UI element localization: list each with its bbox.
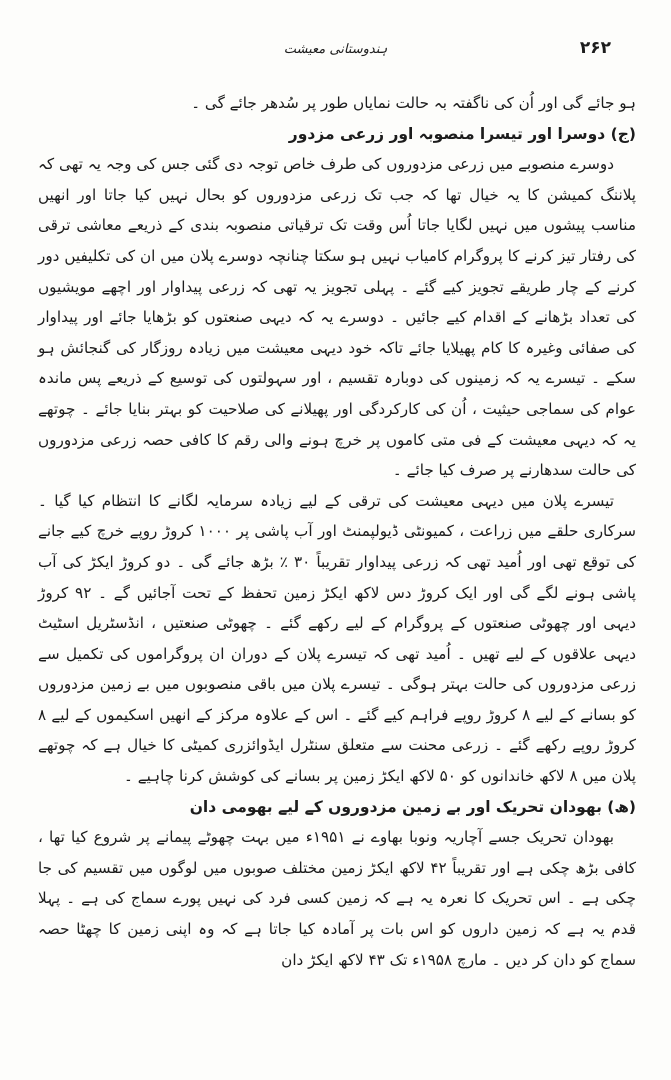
paragraph-second-plan: دوسرے منصوبے میں زرعی مزدوروں کی طرف خاص توجہ دی گئی جس کی وجہ یہ تھی کہ پلاننگ کمیشن کا یہ خیال تھا کہ جب تک زرعی مزدوروں کو بحال نہیں کیا جاتا اور انھیں مناسب پیشوں میں نہیں لگایا جاتا اُس وقت تک ترقیاتی منصوبہ بندی کے ذریعے معاشی ترقی کی رفتار تیز کرنے کا پروگرام کامیاب نہیں ہو سکتا چنانچہ دوسرے پلان میں ان کی تکلیفیں دور کرنے کے چار طریقے تجویز کیے گئے ۔ پہلی تجویز یہ تھی کہ زرعی پیداوار اور اچھے مویشیوں کی تعداد بڑھانے کے اقدام کیے جائیں ۔ دوسرے یہ کہ دیہی صنعتوں کو بڑھایا جائے اور پیداوار کی صفائی وغیرہ کا کام پھیلایا جائے تاکہ خود دیہی معیشت میں زیادہ روزگار کی گنجائش ہو سکے ۔ تیسرے یہ کہ زمینوں کی دوبارہ تقسیم ، اور سہولتوں کی توسیع کے ذریعے پس ماندہ عوام کی سماجی حیثیت ، اُن کی کارکردگی اور پھیلانے کی صلاحیت کو بہتر بنایا جائے ۔ چوتھے یہ کہ دیہی معیشت کے فی متی کاموں پر خرچ ہونے والی رقم کا کافی حصہ زرعی مزدوروں کی حالت سدھارنے پر صرف کیا جائے ۔ <box>38 155 636 480</box>
running-title: ہندوستانی معیشت <box>283 42 388 57</box>
paragraph-continuation: ہو جائے گی اور اُن کی ناگفتہ بہ حالت نمایاں طور پر سُدھر جائے گی ۔ <box>191 94 636 112</box>
page-number: ۲۶۲ <box>579 38 611 58</box>
page-header <box>0 38 671 68</box>
page-body <box>38 88 636 975</box>
section-heading-bhoodan: (ھ) بھودان تحریک اور بے زمین مزدوروں کے لیے بھومی دان <box>189 797 636 816</box>
paragraph-third-plan: تیسرے پلان میں دیہی معیشت کی ترقی کے لیے زیادہ سرمایہ لگانے کا انتظام کیا گیا ۔ سرکاری حلقے میں زراعت ، کمیونٹی ڈیولپمنٹ اور آب پاشی پر ۱۰۰۰ کروڑ روپے خرچ کیے جانے کی توقع تھی اور اُمید تھی کہ زرعی پیداوار تقریباً ۳۰ ٪ بڑھ جائے گی ۔ دو کروڑ ایکڑ کی آب پاشی ہونے لگے گی اور ایک کروڑ دس لاکھ ایکڑ زمین تحفظ کے تحت آجائیں گے ۔ ۹۲ کروڑ دیہی اور چھوٹی صنعتوں کے پروگرام کے لیے رکھے گئے ۔ چھوٹی صنعتیں ، انڈسٹریل اسٹیٹ دیہی علاقوں کے لیے تھیں ۔ اُمید تھی کہ تیسرے پلان کے دوران ان پروگراموں کی تکمیل سے زرعی مزدوروں کی حالت بہتر ہوگی ۔ تیسرے پلان میں باقی منصوبوں میں بے زمین مزدوروں کو بسانے کے لیے ۸ کروڑ روپے فراہم کیے گئے ۔ اس کے علاوہ مرکز کے انھیں اسکیموں کے لیے ۸ کروڑ روپے رکھے گئے ۔ زرعی محنت سے متعلق سنٹرل ایڈوائزری کمیٹی کا خیال ہے کہ چوتھے پلان میں ۸ لاکھ خاندانوں کو ۵۰ لاکھ ایکڑ زمین پر بسانے کی کوشش کرنا چاہیے ۔ <box>38 491 636 786</box>
paragraph-bhoodan: بھودان تحریک جسے آچاریہ ونوبا بھاوے نے ۱۹۵۱ء میں بہت چھوٹے پیمانے پر شروع کیا تھا ، کافی بڑھ چکی ہے اور تقریباً ۴۲ لاکھ ایکڑ زمین مختلف صوبوں میں لوگوں میں تقسیم کی جا چکی ہے ۔ اس تحریک کا نعرہ یہ ہے کہ زمین کسی فرد کی نہیں پورے سماج کی ہے ۔ پہلا قدم یہ ہے کہ زمین داروں کو اس بات پر آمادہ کیا جاتا ہے کہ وہ اپنی زمین کا چھٹا حصہ سماج کو دان کر دیں ۔ مارچ ۱۹۵۸ء تک ۴۳ لاکھ ایکڑ دان <box>38 828 636 969</box>
section-heading-second-third-plan: (ج) دوسرا اور تیسرا منصوبہ اور زرعی مزدور <box>288 124 636 143</box>
